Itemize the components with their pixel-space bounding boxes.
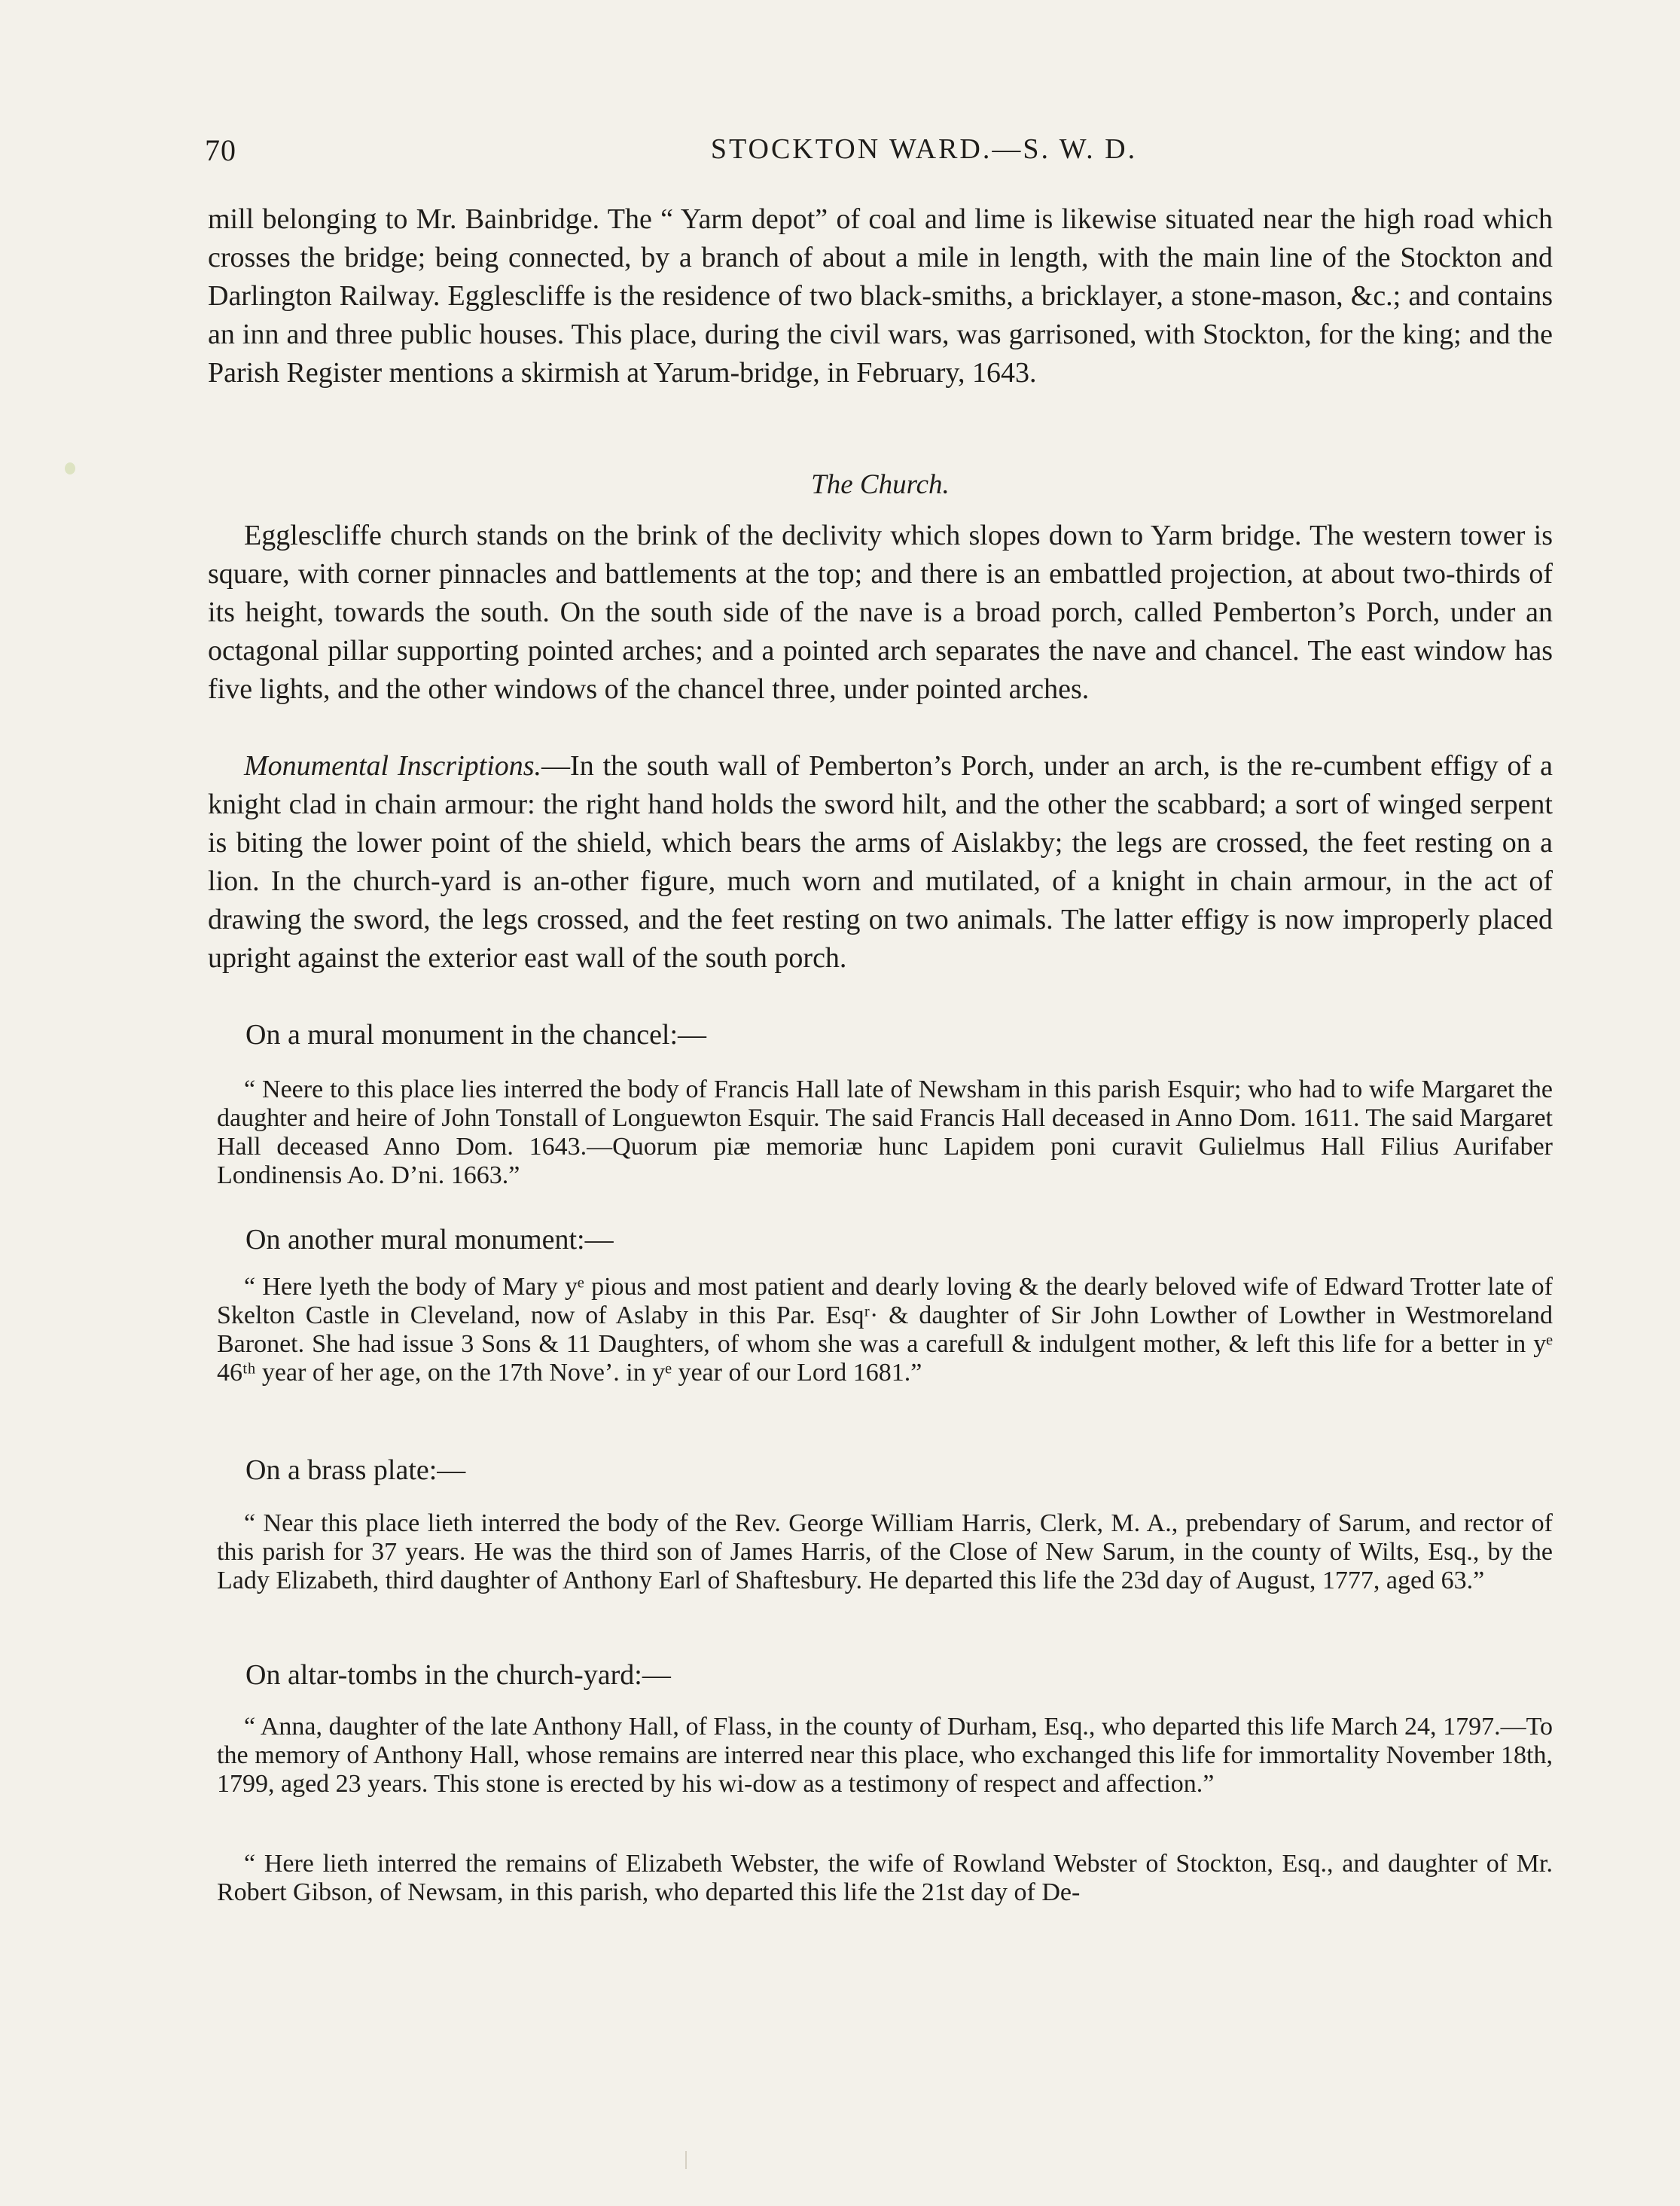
section-heading-church: The Church. (811, 469, 950, 500)
final-quote: “ Here lieth interred the remains of Elizabeth Webster, the wife of Rowland Webster of Stockton, Esq., and daughter of Mr. Robert Gibson, of Newsam, in this parish, who departed this life the 21st day of De- (217, 1850, 1553, 1906)
inscriptions-block (208, 747, 1553, 978)
monument-intro-4: On altar-tombs in the church-yard:— (245, 1659, 671, 1691)
page-fleck (685, 2151, 687, 2169)
monument-intro-3: On a brass plate:— (245, 1454, 466, 1486)
monument-intro-1: On a mural monument in the chancel:— (245, 1019, 707, 1051)
monument-quote-1: “ Neere to this place lies interred the body of Francis Hall late of Newsham in this parish Esquir; who had to wife Margaret the daughter and heire of John Tonstall of Longuewton Esquir. The said Francis Hall deceased in Anno Dom. 1611. The said Margaret Hall deceased Anno Dom. 1643.—Quorum piæ memoriæ hunc Lapidem poni curavit Gulielmus Hall Filius Aurifaber Londinensis Ao. D’ni. 1663.” (217, 1076, 1553, 1189)
opening-paragraph-block (208, 200, 1553, 392)
inscriptions-label: Monumental Inscriptions. (244, 750, 542, 782)
opening-paragraph: mill belonging to Mr. Bainbridge. The “ Yarm depot” of coal and lime is likewise situated near the high road which crosses the bridge; being connected, by a branch of about a mile in length, with the main line of the Stockton and Darlington Railway. Egglescliffe is the residence of two black-smiths, a bricklayer, a stone-mason, &c.; and contains an inn and three public houses. This place, during the civil wars, was garrisoned, with Stockton, for the king; and the Parish Register mentions a skirmish at Yarum-bridge, in February, 1643. (208, 203, 1553, 389)
monument-quote-4: “ Anna, daughter of the late Anthony Hall, of Flass, in the county of Durham, Esq., who departed this life March 24, 1797.—To the memory of Anthony Hall, whose remains are interred near this place, who exchanged this life for immortality November 18th, 1799, aged 23 years. This stone is erected by his wi-dow as a testimony of respect and affection.” (217, 1713, 1553, 1798)
monument-quote-3: “ Near this place lieth interred the body of the Rev. George William Harris, Clerk, M. A., prebendary of Sarum, and rector of this parish for 37 years. He was the third son of James Harris, of the Close of New Sarum, in the county of Wilts, Esq., by the Lady Elizabeth, third daughter of Anthony Earl of Shaftesbury. He departed this life the 23d day of August, 1777, aged 63.” (217, 1509, 1553, 1594)
page-number: 70 (205, 133, 236, 167)
inscriptions-paragraph (208, 747, 1553, 978)
monument-quote-2: “ Here lyeth the body of Mary yᵉ pious and most patient and dearly loving & the dearly beloved wife of Edward Trotter late of Skelton Castle in Cleveland, now of Aslaby in this Par. Esqʳ· & daughter of Sir John Lowther of Lowther in Westmoreland Baronet. She had issue 3 Sons & 11 Daughters, of whom she was a carefull & indulgent mother, & left this life for a better in yᵉ 46ᵗʰ year of her age, on the 17th Nove’. in yᵉ year of our Lord 1681.” (217, 1273, 1553, 1387)
running-head (205, 133, 1553, 178)
church-description-block (208, 517, 1553, 709)
church-description: Egglescliffe church stands on the brink of the declivity which slopes down to Yarm bridge. The western tower is square, with corner pinnacles and battlements at the top; and there is an embattled projection, at about two-thirds of its height, towards the south. On the south side of the nave is a broad porch, called Pemberton’s Porch, under an octagonal pillar supporting pointed arches; and a pointed arch separates the nave and chancel. The east window has five lights, and the other windows of the chancel three, under pointed arches. (208, 520, 1553, 705)
inscriptions-text: —In the south wall of Pemberton’s Porch, under an arch, is the re-cumbent effigy of a knight clad in chain armour: the right hand holds the sword hilt, and the other the scabbard; a sort of winged serpent is biting the lower point of the shield, which bears the arms of Aislakby; the legs are crossed, the feet resting on a lion. In the church-yard is an-other figure, much worn and mutilated, of a knight in chain armour, in the act of drawing the sword, the legs crossed, and the feet resting on two animals. The latter effigy is now improperly placed upright against the exterior east wall of the south porch. (208, 750, 1553, 974)
monument-intro-2: On another mural monument:— (245, 1224, 614, 1256)
running-title: STOCKTON WARD.—S. W. D. (710, 133, 1138, 165)
margin-speck (65, 462, 75, 474)
